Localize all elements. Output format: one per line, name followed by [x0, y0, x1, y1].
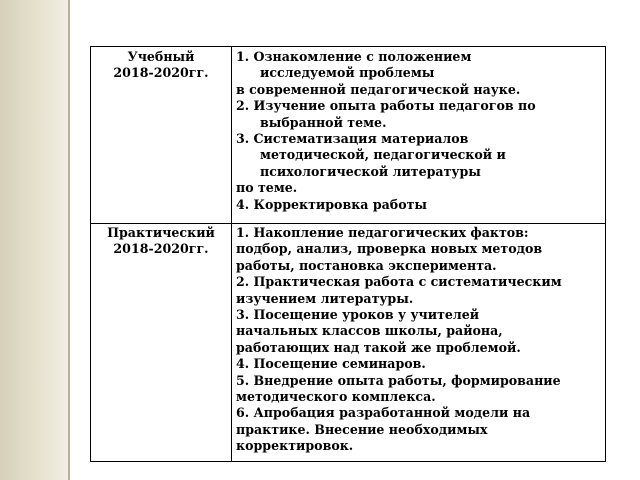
column-divider [231, 47, 232, 461]
task-line: 5. Внедрение опыта работы, формирование [236, 372, 561, 388]
task-line: 1. Накопление педагогических фактов: [236, 225, 529, 240]
tasks-cell-educational [236, 49, 606, 213]
task-line: 1. Ознакомление с положением [236, 49, 472, 64]
task-line: 2. Практическая работа с систематическим [236, 274, 562, 290]
task-line: 4. Посещение семинаров. [236, 356, 426, 372]
stage-cell-educational [93, 49, 229, 81]
task-line: подбор, анализ, проверка новых методов [236, 241, 543, 257]
task-line: работы, постановка эксперимента. [236, 257, 497, 273]
task-line: методической, педагогической и [260, 147, 506, 163]
task-line: начальных классов школы, района, [236, 323, 503, 339]
stage-period: 2018-2020гг. [113, 241, 209, 256]
task-line: психологической литературы [260, 163, 481, 179]
task-line: 6. Апробация разработанной модели на [236, 405, 531, 421]
stages-table [90, 46, 606, 462]
task-line: 4. Корректировка работы [236, 196, 428, 212]
task-line: 2. Изучение опыта работы педагогов по [236, 98, 536, 114]
task-line: в современной педагогической науке. [236, 81, 521, 97]
task-line: 3. Посещение уроков у учителей [236, 307, 480, 323]
tasks-cell-practical [236, 225, 606, 455]
task-line: работающих над такой же проблемой. [236, 339, 521, 355]
task-line: 3. Систематизация материалов [236, 131, 469, 147]
task-line: выбранной теме. [260, 114, 387, 130]
slide-left-strip [0, 0, 70, 480]
stage-cell-practical [93, 225, 229, 257]
stage-period: 2018-2020гг. [113, 65, 209, 80]
stage-label: Учебный [127, 49, 195, 64]
row-divider [91, 223, 605, 224]
task-line: методического комплекса. [236, 389, 436, 405]
task-line: практике. Внесение необходимых [236, 421, 488, 437]
task-line: по теме. [236, 180, 298, 196]
stage-label: Практический [107, 225, 215, 240]
task-line: корректировок. [236, 438, 354, 454]
task-line: изучением литературы. [236, 290, 414, 306]
task-line: исследуемой проблемы [260, 65, 435, 81]
